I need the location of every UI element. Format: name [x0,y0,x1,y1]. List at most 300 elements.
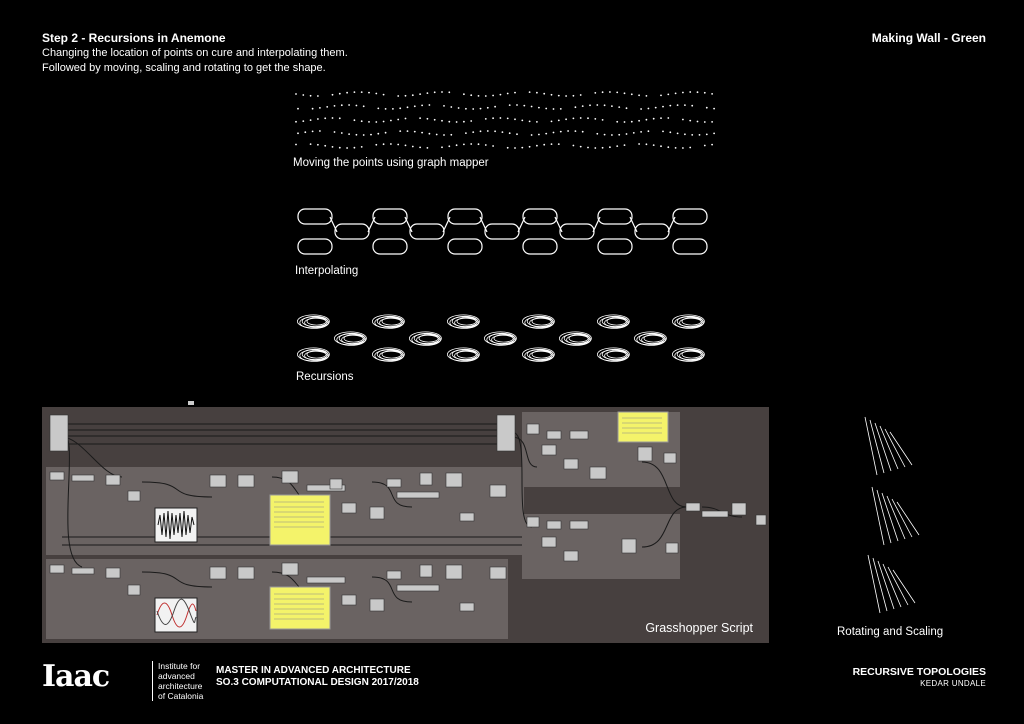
point [370,134,372,136]
point [485,144,487,146]
point [536,121,538,123]
point [691,134,693,136]
point [609,91,611,93]
point [500,117,502,119]
point [414,131,416,133]
point [317,118,319,120]
caption-interpolating: Interpolating [295,265,359,277]
point [514,147,516,149]
point [339,147,341,149]
interpolated-curve [560,224,594,239]
point [560,108,562,110]
point [397,95,399,97]
point [648,108,650,110]
point [594,147,596,149]
point [704,92,706,94]
point [589,104,591,106]
point [587,117,589,119]
point [529,121,531,123]
point [516,133,518,135]
point [618,134,620,136]
interpolated-curve [373,239,407,254]
point [310,95,312,97]
point [419,147,421,149]
point [334,131,336,133]
point [596,104,598,106]
interpolated-curve [673,239,707,254]
point [390,143,392,145]
point [689,147,691,149]
point [543,93,545,95]
recursion-loop [307,351,326,358]
point [545,108,547,110]
institute-line-3: architecture [158,681,203,691]
point [361,120,363,122]
point [551,94,553,96]
connector-line [555,217,562,232]
point [580,94,582,96]
point [697,121,699,123]
point [646,95,648,97]
connector-line [443,217,450,232]
point [405,118,407,120]
point [675,93,677,95]
point [458,107,460,109]
point [640,131,642,133]
point [443,134,445,136]
point [421,132,423,134]
point [297,108,299,110]
point [609,146,611,148]
point [660,145,662,147]
point [385,108,387,110]
point [450,134,452,136]
interpolated-curve [673,209,707,224]
institute-line-1: Institute for [158,661,201,671]
point [310,143,312,145]
point [682,147,684,149]
point [699,134,701,136]
point [494,130,496,132]
point [443,105,445,107]
recursion-loop [644,335,663,342]
point [596,133,598,135]
point [436,134,438,136]
point [529,91,531,93]
panel-lower [270,587,330,629]
point [334,105,336,107]
point [516,104,518,106]
point [390,120,392,122]
point [304,131,306,133]
point [667,117,669,119]
point [354,91,356,93]
topic-title: RECURSIVE TOPOLOGIES [852,666,986,678]
point [478,95,480,97]
recursion-loop [419,335,438,342]
point [662,131,664,133]
point [602,119,604,121]
description-line-2: Followed by moving, scaling and rotating to get the shape. [42,62,326,74]
point [419,93,421,95]
point [297,132,299,134]
point [405,145,407,147]
point [675,147,677,149]
point [383,143,385,145]
point [302,120,304,122]
point [414,105,416,107]
interpolated-curve [335,224,369,239]
point [706,107,708,109]
point [682,92,684,94]
point [356,134,358,136]
point [485,118,487,120]
point [529,146,531,148]
point [631,93,633,95]
recursion-loop [607,318,626,325]
project-topic [853,666,986,690]
point [377,133,379,135]
point [682,119,684,121]
point [480,108,482,110]
point [324,117,326,119]
point [448,145,450,147]
rotated-line [880,426,898,469]
interpolated-curve [410,224,444,239]
point [502,131,504,133]
point [711,121,713,123]
point [602,147,604,149]
rotating-scaling-diagram [860,415,930,620]
logo-wordmark: Iaac [42,659,110,694]
point [711,144,713,146]
point [697,91,699,93]
grasshopper-script-label: Grasshopper Script [645,621,753,635]
institute-line-2: advanced [158,671,195,681]
point [441,91,443,93]
point [538,134,540,136]
institute-line-4: of Catalonia [158,691,204,701]
point [507,147,509,149]
point [521,147,523,149]
panel-upper [270,495,330,545]
point [531,134,533,136]
point [523,105,525,107]
point [553,108,555,110]
interpolated-curve [598,209,632,224]
recursion-loop [682,351,701,358]
interpolated-curve [485,224,519,239]
caption-rotating: Rotating and Scaling [837,626,944,638]
point [558,120,560,122]
point [580,117,582,119]
point [594,92,596,94]
point [407,106,409,108]
point [361,91,363,93]
point [399,107,401,109]
interpolated-curve [523,209,557,224]
point [485,95,487,97]
point [691,105,693,107]
point [448,121,450,123]
point [611,105,613,107]
point [704,145,706,147]
point [412,94,414,96]
point [348,104,350,106]
connector-line [480,217,487,232]
point [616,121,618,123]
point [465,108,467,110]
point [640,108,642,110]
point [602,91,604,93]
point [434,119,436,121]
point [711,93,713,95]
point [487,107,489,109]
point [302,94,304,96]
point [507,118,509,120]
point [295,121,297,123]
point [339,117,341,119]
point [575,130,577,132]
point [573,118,575,120]
point [419,117,421,119]
point [324,145,326,147]
point [429,104,431,106]
point [470,143,472,145]
point [660,95,662,97]
point [361,146,363,148]
point [638,94,640,96]
recursion-loop [382,351,401,358]
point [348,133,350,135]
point [375,121,377,123]
point [667,94,669,96]
point [310,119,312,121]
recursions-diagram [290,312,715,368]
point [624,92,626,94]
point [339,93,341,95]
page-title: Step 2 - Recursions in Anemone [42,31,226,45]
rotated-line [872,487,884,545]
point [646,119,648,121]
connector-line [330,217,337,232]
interpolated-curve [373,209,407,224]
recursion-loop [569,335,588,342]
point [633,132,635,134]
point [713,108,715,110]
point [478,143,480,145]
point [713,133,715,135]
rotated-line [883,564,901,607]
point [689,91,691,93]
point [509,132,511,134]
point [448,91,450,93]
iaac-logo [42,659,109,694]
point [646,143,648,145]
interpolated-curve [448,209,482,224]
point [346,147,348,149]
point [354,147,356,149]
point [648,130,650,132]
point [332,117,334,119]
point [507,93,509,95]
connector-line [593,217,600,232]
recursion-loop [532,351,551,358]
point [295,144,297,146]
point [611,134,613,136]
point [368,92,370,94]
point [500,94,502,96]
point [375,93,377,95]
interpolated-curve [598,239,632,254]
point [624,121,626,123]
point [492,117,494,119]
point [653,144,655,146]
point [441,146,443,148]
point [383,121,385,123]
point [295,93,297,95]
point [456,144,458,146]
point [689,120,691,122]
marker-icon [188,401,194,405]
point [514,118,516,120]
recursion-loop [382,318,401,325]
point [582,131,584,133]
point [399,130,401,132]
point [684,104,686,106]
point [363,105,365,107]
point [638,120,640,122]
recursion-loop [494,335,513,342]
point [412,146,414,148]
point [655,107,657,109]
point [492,95,494,97]
point [317,144,319,146]
point [463,144,465,146]
point [456,121,458,123]
project-title: Making Wall - Green [871,31,986,45]
point [667,146,669,148]
program-line-2: SO.3 COMPUTATIONAL DESIGN 2017/2018 [216,677,419,688]
point [363,134,365,136]
point [375,144,377,146]
point [397,144,399,146]
point [427,118,429,120]
point [509,104,511,106]
connector-line [368,217,375,232]
grasshopper-graph [42,407,769,643]
point [653,118,655,120]
point [385,132,387,134]
caption-recursions: Recursions [296,371,354,383]
point [470,120,472,122]
point [558,95,560,97]
point [626,107,628,109]
point [397,119,399,121]
point [626,133,628,135]
point [565,95,567,97]
point [587,147,589,149]
recursion-loop [307,318,326,325]
point [392,108,394,110]
point [624,144,626,146]
connector-line [518,217,525,232]
point [494,106,496,108]
program-info [216,665,419,689]
program-line-1: MASTER IN ADVANCED ARCHITECTURE [216,665,411,676]
point [383,94,385,96]
point [573,95,575,97]
point [604,104,606,106]
description-line-1: Changing the location of points on cure and interpolating them. [42,47,348,59]
point [536,145,538,147]
interpolated-curve [448,239,482,254]
point [551,121,553,123]
point [492,145,494,147]
point [616,92,618,94]
author-name: KEDAR UNDALE [920,679,986,688]
page-description [42,46,348,76]
points-diagram [290,88,715,154]
point [553,132,555,134]
point [575,106,577,108]
grasshopper-canvas [42,407,769,643]
interpolated-curves-diagram [290,205,715,257]
rotated-line [887,496,905,539]
point [558,143,560,145]
point [332,146,334,148]
panel-right [618,412,668,442]
point [434,91,436,93]
point [604,134,606,136]
point [427,147,429,149]
rotated-line [868,555,880,613]
point [669,105,671,107]
point [465,132,467,134]
point [319,107,321,109]
point [560,131,562,133]
point [356,105,358,107]
point [531,106,533,108]
point [618,106,620,108]
point [377,108,379,110]
point [567,130,569,132]
recursion-loop [682,318,701,325]
point [573,145,575,147]
point [421,105,423,107]
connector-line [630,217,637,232]
point [346,92,348,94]
interpolated-curve [635,224,669,239]
institute-name [152,661,203,701]
point [580,146,582,148]
point [317,95,319,97]
point [319,130,321,132]
point [551,143,553,145]
point [543,144,545,146]
caption-points: Moving the points using graph mapper [293,157,489,169]
interpolated-curve [298,209,332,224]
point [470,94,472,96]
point [660,117,662,119]
point [312,131,314,133]
point [405,95,407,97]
point [706,134,708,136]
point [677,104,679,106]
point [427,92,429,94]
recursion-loop [344,335,363,342]
point [332,94,334,96]
